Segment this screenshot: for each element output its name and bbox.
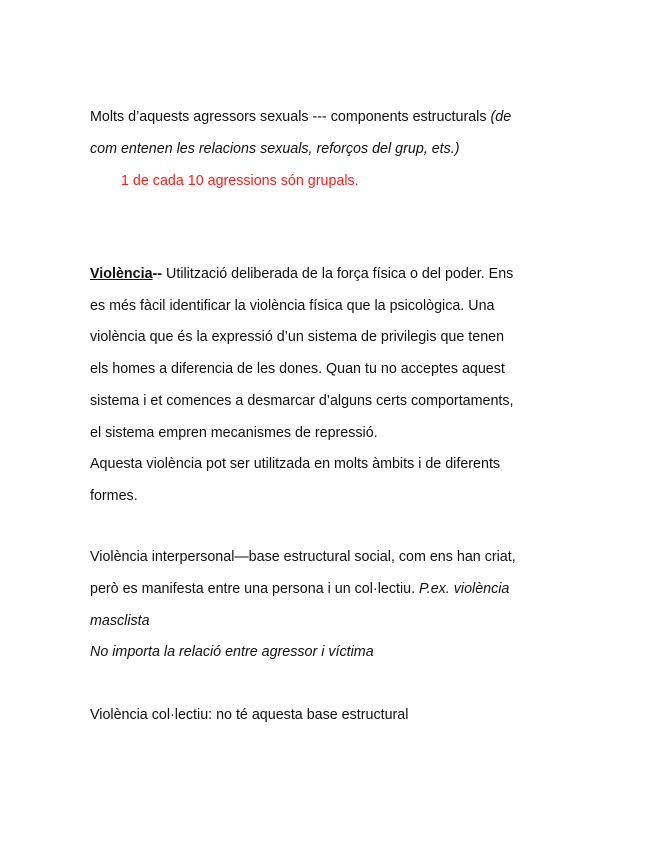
violencia-line-8: formes. [90,488,138,504]
interpersonal-text: però es manifesta entre una persona i un col·lectiu. [90,581,420,597]
violencia-line-2: es més fàcil identificar la violència física que la psicològica. Una [90,298,495,314]
violencia-line-6: el sistema empren mecanismes de repressió. [90,425,378,441]
interpersonal-line-3: masclista [90,613,150,629]
paragraph-agressors-line-1 [90,108,511,126]
violencia-line-4: els homes a diferencia de les dones. Quan tu no acceptes aquest [90,361,505,377]
interpersonal-example: P.ex. violència [419,581,510,597]
interpersonal-line-2 [90,580,509,598]
violencia-dashes: -- [152,266,163,282]
violencia-term: Violència [90,266,153,282]
violencia-definition-line-1 [90,265,513,283]
violencia-line-5: sistema i et comences a desmarcar d’alguns certs comportaments, [90,393,514,409]
interpersonal-line-1: Violència interpersonal—base estructural social, com ens han criat, [90,549,516,565]
interpersonal-line-4: No importa la relació entre agressor i víctima [90,644,374,660]
grupals-highlight: 1 de cada 10 agressions són grupals. [121,173,359,189]
paragraph-agressors-line-2: com entenen les relacions sexuals, reforços del grup, ets.) [90,141,460,157]
violencia-line-7: Aquesta violència pot ser utilitzada en molts àmbits i de diferents [90,456,501,472]
violencia-line-text: Utilització deliberada de la força física o del poder. Ens [162,266,514,282]
violencia-line-3: violència que és la expressió d’un sistema de privilegis que tenen [90,329,505,345]
agressors-text: Molts d’aquests agressors sexuals --- components estructurals [90,109,491,125]
collectiu-line-1: Violència col·lectiu: no té aquesta base estructural [90,707,409,723]
agressors-italic-note: (de [490,109,512,125]
